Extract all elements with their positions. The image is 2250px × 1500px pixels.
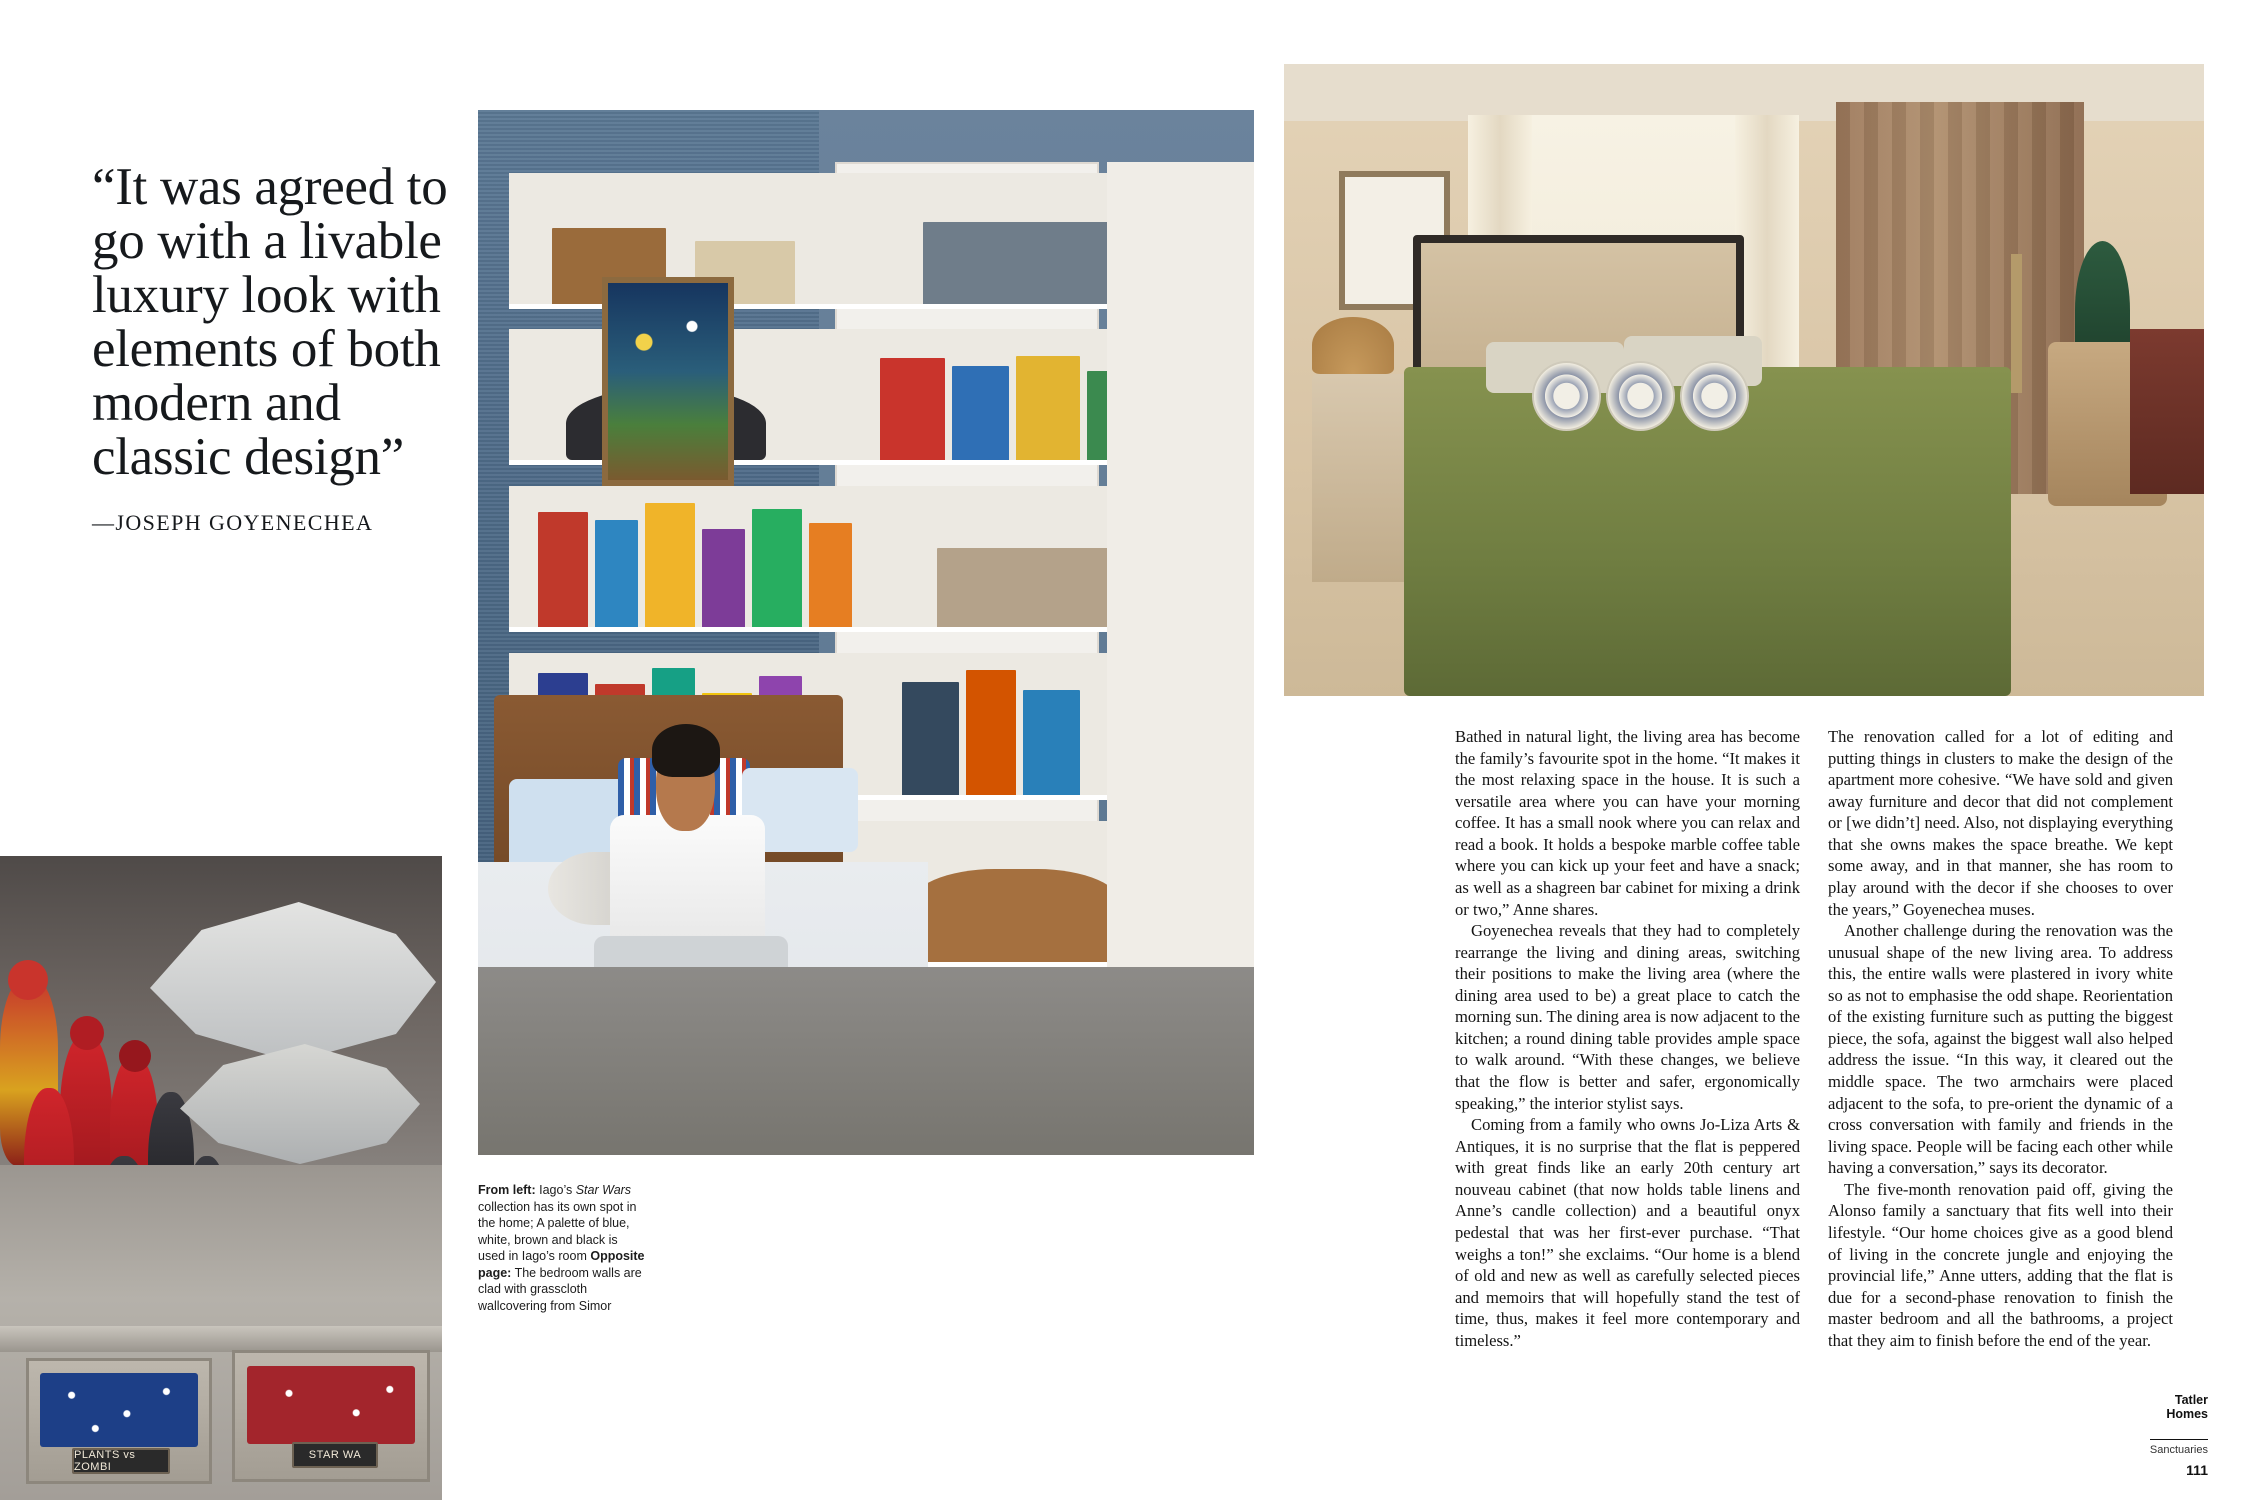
basket-cloth [247, 1366, 416, 1444]
section-name: Sanctuaries [2150, 1439, 2208, 1456]
pull-quote-attribution: —JOSEPH GOYENECHEA [92, 510, 374, 536]
caption-bold-2: Opposite page: [478, 1249, 645, 1280]
body-column-2 [1828, 726, 2173, 1351]
red-guard-head-icon [70, 1016, 104, 1050]
page-number: 111 [2186, 1462, 2208, 1478]
iron-man-head-icon [8, 960, 48, 1000]
shelf-edge [0, 1326, 442, 1352]
pull-quote [92, 160, 452, 536]
boy-hair [652, 724, 720, 776]
paragraph: Coming from a family who owns Jo-Liza Arts & Antiques, it is no surprise that the flat is peppered with great finds like an early 20th century art nouveau cabinet (that now holds table linens and Anne’s candle collection) and a beautiful onyx pedestal that was her first-ever purchase. “That weighs a ton!” she exclaims. “Our home is a blend of old and new as well as carefully selected pieces and memoirs that will hopefully stand the test of time, thus, makes it feel more contemporary and timeless.” [1455, 1115, 1800, 1350]
basket-cloth [40, 1373, 198, 1447]
boys-bedroom-photo [478, 110, 1254, 1155]
body-column-1 [1455, 726, 1800, 1351]
caption-text-1: Iago’s [535, 1183, 576, 1197]
rattan-table-lamp [1312, 317, 1395, 374]
caption-italic-1: Star Wars [575, 1183, 632, 1197]
bookshelf-side-panel [1107, 162, 1254, 977]
paragraph: Goyenechea reveals that they had to completely rearrange the living and dining areas, switching their positions to make the living area (where the dining area used to be) a great place to catch the morning sun. The dining area is now adjacent to the kitchen; a round dining table provides ample space to walk around. “With these changes, we believe that the flow is better and safer, ergonomically speaking,” the interior stylist says. [1455, 921, 1800, 1113]
caption-text-2: collection has its own spot in the home; A palette of blue, white, brown and black is used in Iago’s room [478, 1199, 637, 1263]
magazine-brand-line-1: Tatler [2174, 1393, 2208, 1407]
bedside-table [1312, 374, 1413, 583]
paragraph: Another challenge during the renovation was the unusual shape of the new living area. To address this, the entire walls were plastered in ivory white so as not to emphasise the odd shape. Reorientation of the existing furniture such as putting the biggest piece, the sofa, against the biggest wall also helped address the issue. “In this way, it cleared out the middle space. The two armchairs were placed adjacent to the sofa, to pre-orient the dynamic of a cross conversation with family and friends in the living space. People will be facing each other while having a conversation,” says its decorator. [1828, 921, 2173, 1178]
caption-lead: From left: [478, 1183, 536, 1197]
red-guard-head-icon [119, 1040, 151, 1072]
artwork-image [608, 283, 728, 480]
photo-caption [478, 1182, 648, 1314]
wood-floor [478, 967, 1254, 1155]
magazine-brand-line-2: Homes [2166, 1407, 2208, 1421]
round-cushion [1606, 361, 1675, 431]
side-cabinet [2130, 329, 2204, 493]
paragraph: The renovation called for a lot of editing and putting things in clusters to make the design of the apartment more cohesive. “We have sold and given away furniture and decor that did not complement or [we didn’t] need. Also, not displaying everything that she owns makes the space breathe. We kept some away, and in that manner, she has room to play around with the decor if she chooses to over the years,” Goyenechea muses. [1828, 727, 2173, 919]
star-wars-toy-collection-photo [0, 856, 442, 1500]
caption-text-3: The bedroom walls are clad with grasscloth wallcovering from Simor [478, 1265, 642, 1313]
boy-torso [610, 815, 765, 951]
floor-lamp [2011, 254, 2022, 393]
paragraph: The five-month renovation paid off, giving the Alonso family a sanctuary that fits well into their lifestyle. “Our home choices give as a good blend of living in the concrete jungle and enjoying the provincial life,” Anne utters, adding that the flat is due for a second-phase renovation to finish the master bedroom and all the bathrooms, a project that they aim to finish before the end of the year. [1828, 1179, 2173, 1350]
folio [2150, 1393, 2208, 1478]
paragraph: Bathed in natural light, the living area has become the family’s favourite spot in the home. “It makes it the most relaxing space in the house. It is such a versatile area where you can have your morning coffee. It has a small nook where you can relax and read a book. It holds a bespoke marble coffee table where you can kick up your feet and have a snack; as well as a shagreen bar cabinet for mixing a drink or two,” Anne shares. [1455, 727, 1800, 919]
basket-label-tag: PLANTS vs ZOMBI [72, 1448, 170, 1474]
basket-label-tag: STAR WA [292, 1442, 378, 1468]
round-cushion [1532, 361, 1601, 431]
master-bedroom-photo [1284, 64, 2204, 696]
pull-quote-text: “It was agreed to go with a livable luxury look with elements of both modern and classic design” [92, 158, 448, 487]
framed-artwork [602, 277, 734, 486]
round-cushion [1680, 361, 1749, 431]
